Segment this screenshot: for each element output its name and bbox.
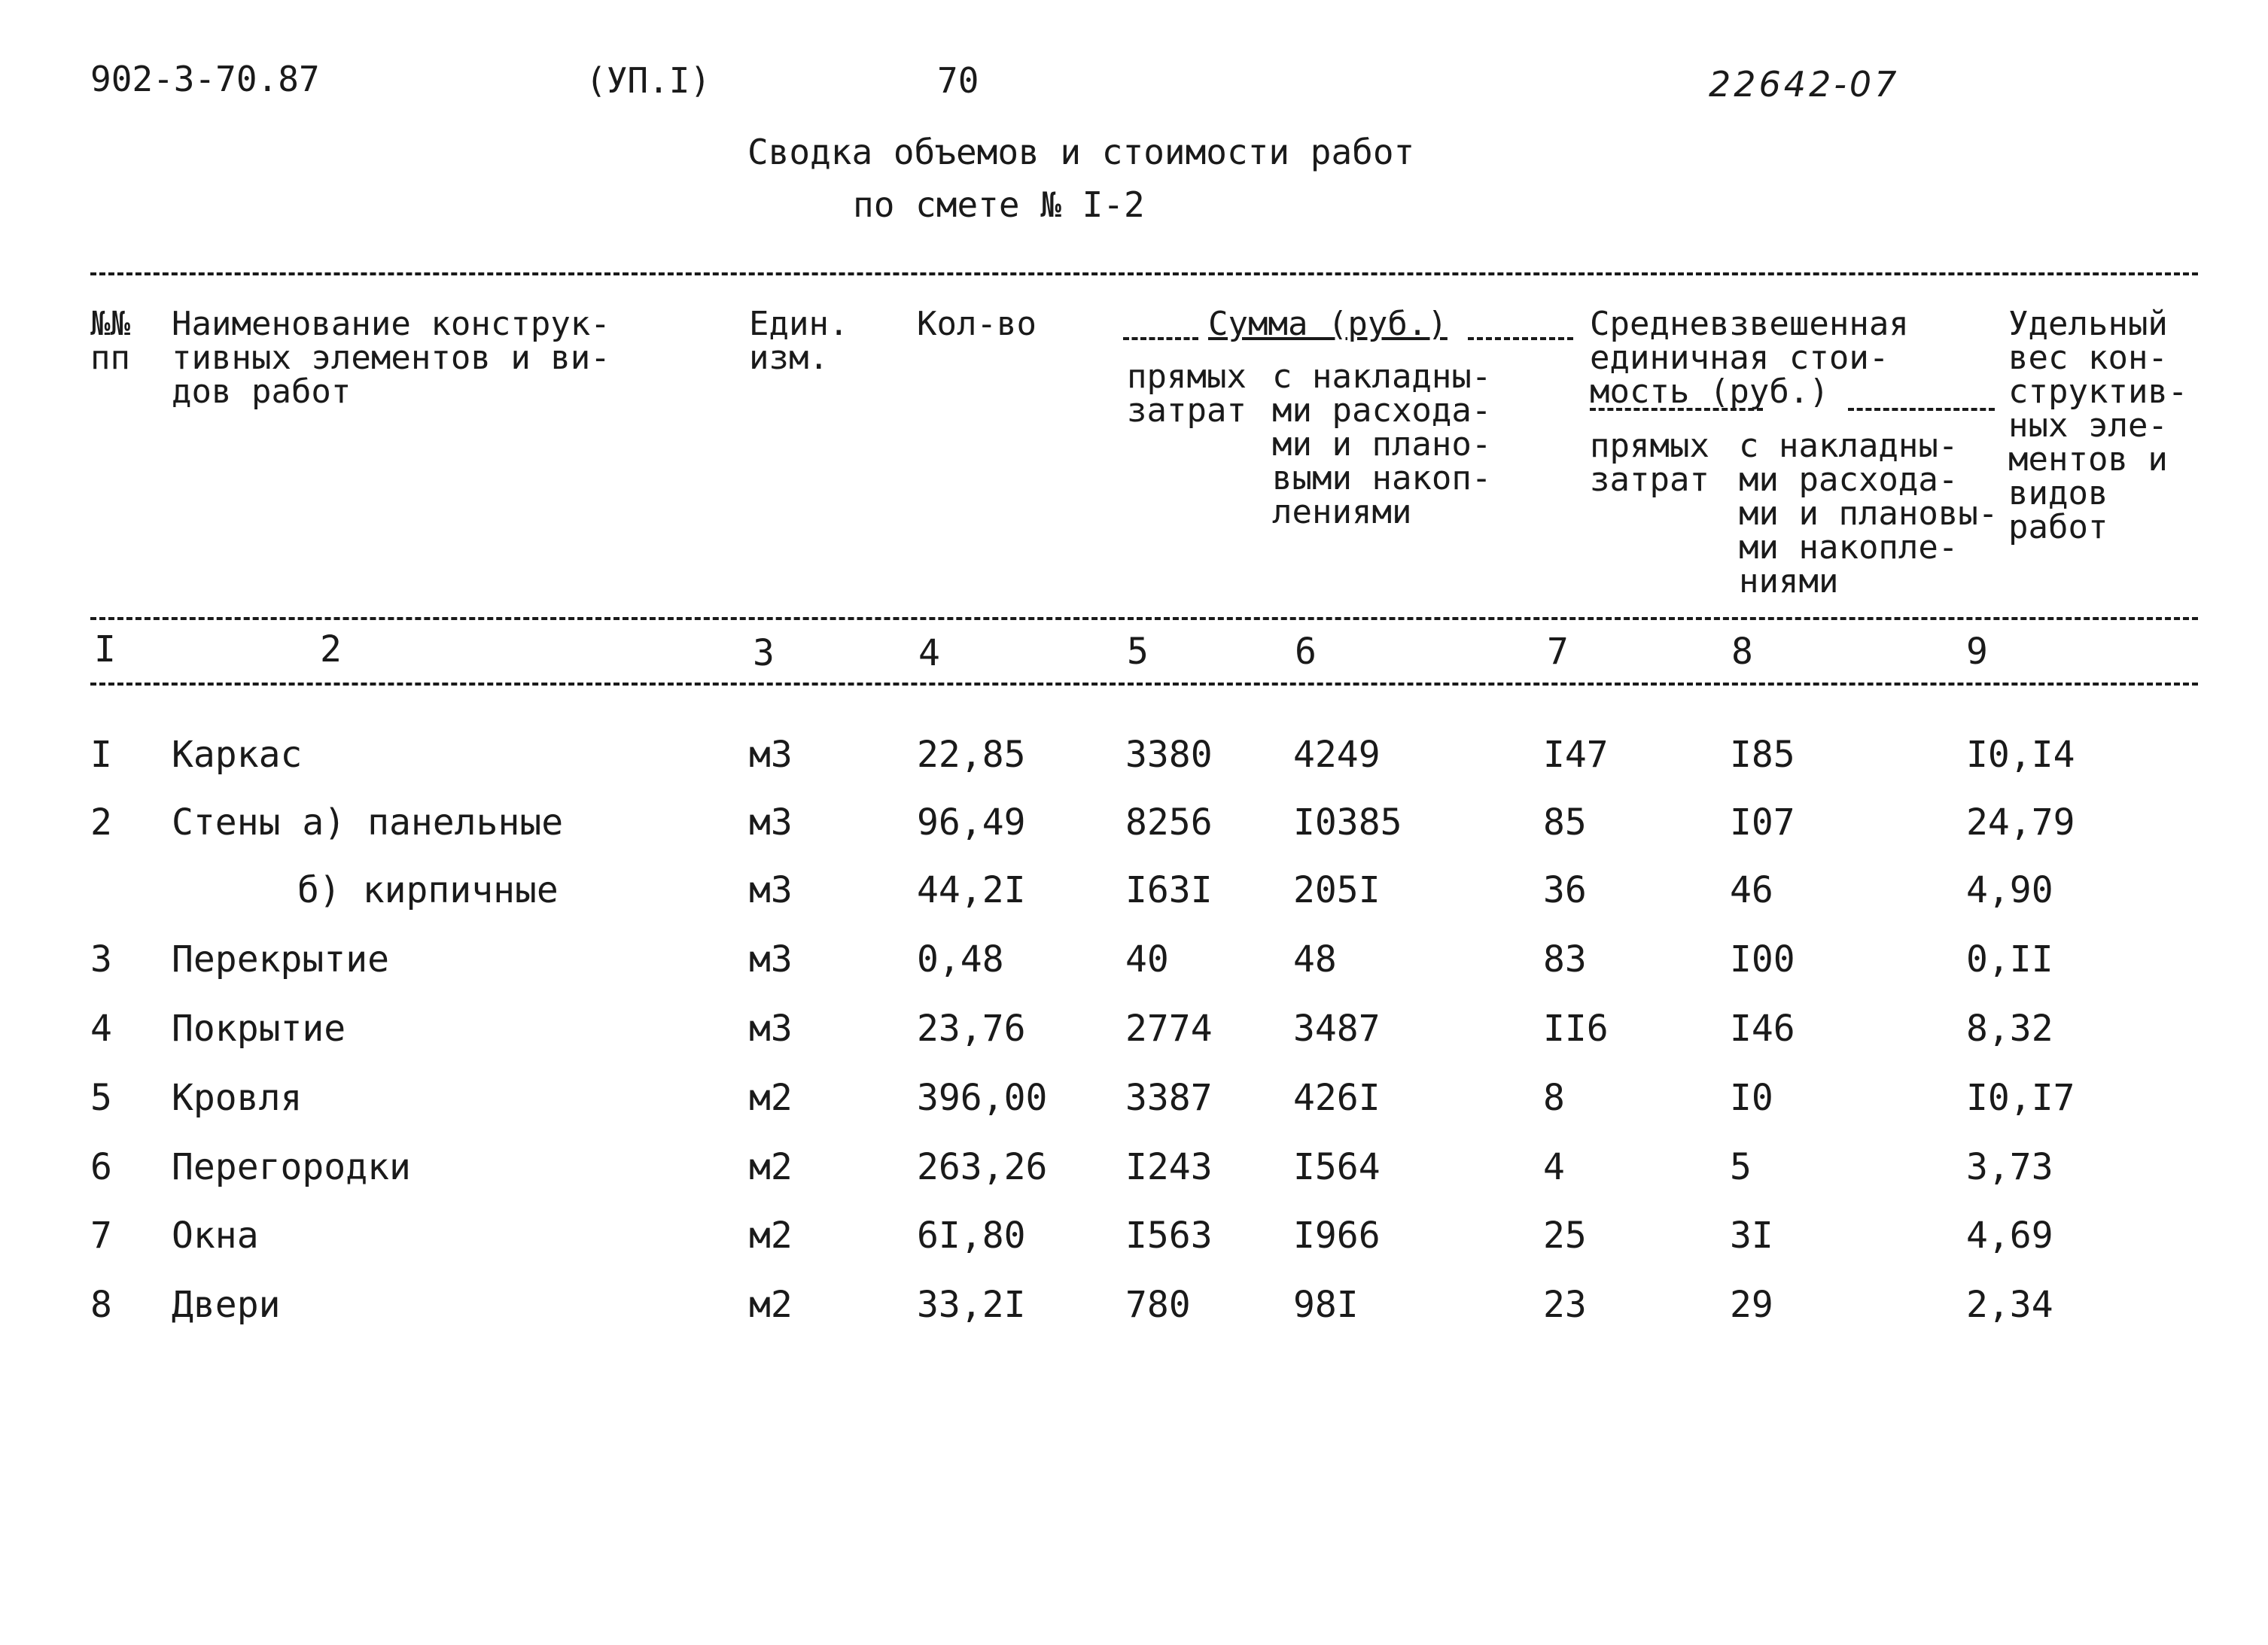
row-sum-direct: I563 <box>1125 1215 1213 1257</box>
row-sum-direct: 3387 <box>1125 1077 1213 1119</box>
row-unit: м3 <box>749 938 793 981</box>
colnum-5: 5 <box>1127 631 1149 673</box>
colnum-8: 8 <box>1731 631 1753 673</box>
colnum-6: 6 <box>1295 631 1317 673</box>
row-name: Кровля <box>172 1077 303 1119</box>
row-avg-overhead: 29 <box>1730 1284 1773 1326</box>
row-share: 4,69 <box>1966 1215 2053 1257</box>
row-num: 8 <box>90 1284 112 1326</box>
row-num: 5 <box>90 1077 112 1119</box>
row-unit: м3 <box>749 869 793 911</box>
header-avg-rule-right <box>1848 408 1995 411</box>
header-sum-rule-left <box>1123 337 1198 340</box>
row-qty: 263,26 <box>917 1146 1048 1188</box>
row-qty: 23,76 <box>917 1008 1026 1050</box>
row-share: 3,73 <box>1966 1146 2053 1188</box>
row-share: 24,79 <box>1966 801 2075 844</box>
colnum-4: 4 <box>918 632 940 674</box>
row-sum-overhead: 98I <box>1293 1284 1359 1326</box>
row-sum-overhead: 4249 <box>1293 734 1381 776</box>
row-qty: 396,00 <box>917 1077 1048 1119</box>
colnum-2: 2 <box>320 628 342 670</box>
header-sum-group: Сумма (руб.) <box>1208 305 1448 343</box>
row-avg-direct: 85 <box>1543 801 1587 844</box>
header-avg-group: Средневзвешенная единичная стои- мость (руб.) <box>1590 305 1909 411</box>
row-avg-direct: 23 <box>1543 1284 1587 1326</box>
row-unit: м3 <box>749 801 793 844</box>
row-sum-overhead: 205I <box>1293 869 1381 911</box>
header-name: Наименование конструк- тивных элементов и ви- дов работ <box>172 305 610 411</box>
header-unit: Един. изм. <box>749 305 849 377</box>
colnum-7: 7 <box>1547 631 1569 673</box>
row-qty: 0,48 <box>917 938 1004 981</box>
column-numbers-rule <box>90 683 2198 686</box>
header-share: Удельный вес кон- структив- ных эле- ментов и видов работ <box>2008 305 2188 546</box>
header-avg-direct: прямых затрат <box>1590 427 1709 499</box>
row-name: б) кирпичные <box>297 869 559 911</box>
page-title: Сводка объемов и стоимости работ <box>747 132 1415 172</box>
row-sum-overhead: I966 <box>1293 1215 1381 1257</box>
row-share: I0,I4 <box>1966 734 2075 776</box>
row-qty: 6I,80 <box>917 1215 1026 1257</box>
header-num: №№ пп <box>90 305 130 377</box>
row-avg-overhead: I46 <box>1730 1008 1795 1050</box>
row-unit: м2 <box>749 1215 793 1257</box>
row-qty: 33,2I <box>917 1284 1026 1326</box>
row-sum-direct: I243 <box>1125 1146 1213 1188</box>
row-num: 2 <box>90 801 112 844</box>
row-sum-overhead: I0385 <box>1293 801 1402 844</box>
header-bottom-rule <box>90 617 2198 620</box>
row-avg-direct: 36 <box>1543 869 1587 911</box>
row-num: I <box>90 734 112 776</box>
row-avg-direct: 4 <box>1543 1146 1565 1188</box>
page-subtitle: по смете № I-2 <box>853 184 1145 225</box>
row-avg-overhead: 3I <box>1730 1215 1773 1257</box>
row-share: 2,34 <box>1966 1284 2053 1326</box>
row-avg-direct: 25 <box>1543 1215 1587 1257</box>
row-qty: 44,2I <box>917 869 1026 911</box>
row-sum-overhead: I564 <box>1293 1146 1381 1188</box>
header-sum-overhead: с накладны- ми расхода- ми и плано- выми накоп- лениями <box>1272 357 1492 531</box>
row-name: Двери <box>172 1284 281 1326</box>
row-name: Перегородки <box>172 1146 411 1188</box>
row-sum-overhead: 426I <box>1293 1077 1381 1119</box>
row-num: 4 <box>90 1008 112 1050</box>
row-unit: м2 <box>749 1077 793 1119</box>
row-share: 0,II <box>1966 938 2053 981</box>
doc-code: 902-3-70.87 <box>90 59 320 99</box>
row-avg-overhead: I0 <box>1730 1077 1773 1119</box>
header-sum-rule-right <box>1468 337 1573 340</box>
row-name: Каркас <box>172 734 303 776</box>
row-sum-direct: 3380 <box>1125 734 1213 776</box>
colnum-3: 3 <box>753 632 775 674</box>
row-share: 8,32 <box>1966 1008 2053 1050</box>
row-avg-overhead: 46 <box>1730 869 1773 911</box>
row-sum-direct: 8256 <box>1125 801 1213 844</box>
row-name: Окна <box>172 1215 259 1257</box>
header-avg-overhead: с накладны- ми расхода- ми и плановы- ми накопле- ниями <box>1739 427 1999 601</box>
row-avg-overhead: 5 <box>1730 1146 1752 1188</box>
stamp-number: 22642-07 <box>1709 64 1900 105</box>
row-unit: м3 <box>749 1008 793 1050</box>
colnum-9: 9 <box>1966 631 1988 673</box>
row-avg-direct: 8 <box>1543 1077 1565 1119</box>
row-unit: м3 <box>749 734 793 776</box>
header-qty: Кол-во <box>917 305 1037 343</box>
section-label: (УП.I) <box>586 60 711 101</box>
row-sum-direct: I63I <box>1125 869 1213 911</box>
row-avg-overhead: I07 <box>1730 801 1795 844</box>
table-top-rule <box>90 272 2198 275</box>
row-sum-direct: 2774 <box>1125 1008 1213 1050</box>
row-name: Перекрытие <box>172 938 389 981</box>
row-share: 4,90 <box>1966 869 2053 911</box>
header-avg-underline <box>1590 408 1763 411</box>
row-sum-direct: 40 <box>1125 938 1169 981</box>
row-avg-direct: 83 <box>1543 938 1587 981</box>
row-sum-overhead: 3487 <box>1293 1008 1381 1050</box>
row-sum-overhead: 48 <box>1293 938 1337 981</box>
colnum-1: I <box>94 628 116 670</box>
row-avg-direct: II6 <box>1543 1008 1609 1050</box>
row-unit: м2 <box>749 1284 793 1326</box>
row-name: Стены а) панельные <box>172 801 564 844</box>
row-num: 7 <box>90 1215 112 1257</box>
page-number: 70 <box>937 60 979 101</box>
row-name: Покрытие <box>172 1008 346 1050</box>
row-qty: 22,85 <box>917 734 1026 776</box>
row-num: 3 <box>90 938 112 981</box>
row-sum-direct: 780 <box>1125 1284 1191 1326</box>
row-avg-overhead: I85 <box>1730 734 1795 776</box>
row-avg-overhead: I00 <box>1730 938 1795 981</box>
row-qty: 96,49 <box>917 801 1026 844</box>
row-num: 6 <box>90 1146 112 1188</box>
row-avg-direct: I47 <box>1543 734 1609 776</box>
row-share: I0,I7 <box>1966 1077 2075 1119</box>
row-unit: м2 <box>749 1146 793 1188</box>
header-sum-direct: прямых затрат <box>1127 357 1247 430</box>
